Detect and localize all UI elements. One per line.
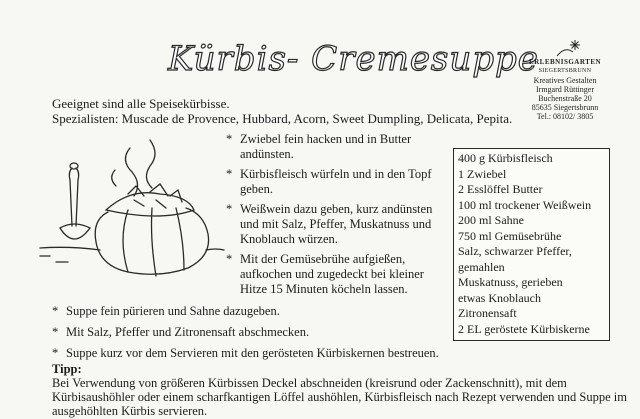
publisher-logo: [510, 38, 620, 121]
logo-line: Buchenstraße 20: [538, 94, 592, 103]
step-text: Suppe fein pürieren und Sahne dazugeben.: [66, 304, 280, 318]
ingredient-item: 1 Zwiebel: [458, 166, 507, 181]
bullet-star: *: [52, 304, 59, 318]
step-text: Zwiebel fein hacken und in Butter andünsten.: [240, 132, 412, 161]
pumpkin-soup-illustration: [10, 130, 225, 290]
step-text: Mit Salz, Pfeffer und Zitronensaft abschmecken.: [66, 325, 310, 339]
step-text: Kürbisfleisch würfeln und in den Topf geben.: [240, 167, 432, 196]
intro-line: Spezialisten: Muscade de Provence, Hubbard, Acorn, Sweet Dumpling, Delicata, Pepita.: [52, 111, 513, 126]
ingredient-item: 2 Esslöffel Butter: [458, 182, 543, 196]
logo-line: 85635 Siegertsbrunn: [531, 103, 599, 112]
logo-line: Irmgard Rüttinger: [536, 85, 594, 94]
bullet-star: *: [52, 346, 59, 360]
sparkle-icon: [545, 38, 585, 58]
list-item: [52, 325, 552, 340]
ingredient-item: 200 ml Sahne: [458, 213, 524, 227]
logo-line: Kreatives Gestalten: [533, 76, 597, 85]
ingredient-item: 750 ml Gemüsebrühe: [458, 228, 562, 243]
recipe-title: Kürbis- Cremesuppe: [168, 39, 539, 79]
logo-brand: ERLEBNISGARTEN: [528, 58, 602, 66]
step-text: Suppe kurz vor dem Servieren mit den gerösteten Kürbiskernen bestreuen.: [66, 346, 439, 360]
ingredient-item: 100 ml trockener Weißwein: [458, 197, 592, 212]
list-item: [226, 252, 451, 297]
ingredient-item: Zitronensaft: [458, 306, 517, 320]
list-item: [226, 202, 451, 247]
list-item: [226, 167, 451, 197]
bullet-star: *: [226, 202, 233, 216]
tip-heading: Tipp:: [52, 362, 82, 376]
list-item: [52, 304, 552, 319]
step-text: Mit der Gemüsebrühe aufgießen, aufkochen und zugedeckt bei kleiner Hitze 15 Minuten köcheln lassen.: [240, 252, 424, 296]
ingredient-item: Salz, schwarzer Pfeffer, gemahlen: [458, 244, 572, 274]
bullet-star: *: [52, 325, 59, 339]
ingredient-item: etwas Knoblauch: [458, 290, 541, 305]
bullet-star: *: [226, 252, 233, 266]
bullet-star: *: [226, 167, 233, 181]
intro-text: [52, 96, 512, 126]
list-item: [226, 132, 451, 162]
ingredient-item: 400 g Kürbisfleisch: [458, 151, 553, 165]
finishing-steps: [52, 304, 552, 367]
intro-line: Geeignet sind alle Speisekürbisse.: [52, 96, 230, 111]
step-text: Weißwein dazu geben, kurz andünsten und mit Salz, Pfeffer, Muskatnuss und Knoblauch würzen.: [240, 202, 433, 246]
list-item: [52, 346, 552, 361]
logo-line: Tel.: 08102/ 3805: [536, 112, 594, 121]
preparation-steps: [226, 132, 451, 302]
ingredient-item: Muskatnuss, gerieben: [458, 275, 563, 289]
logo-subtitle: SIEGERTSBRUNN: [538, 68, 592, 74]
ingredient-item: 2 EL geröstete Kürbiskerne: [458, 321, 590, 336]
bullet-star: *: [226, 132, 233, 146]
tip-text: Bei Verwendung von größeren Kürbissen Deckel abschneiden (kreisrund oder Zackenschnitt), mit dem Kürbisaushöhler oder einem scharfkantigen Löffel aushöhlen, Kürbisfleisch nach Rezept verwenden und Suppe im ausgehöhlten Kürbis servieren.: [52, 376, 627, 418]
